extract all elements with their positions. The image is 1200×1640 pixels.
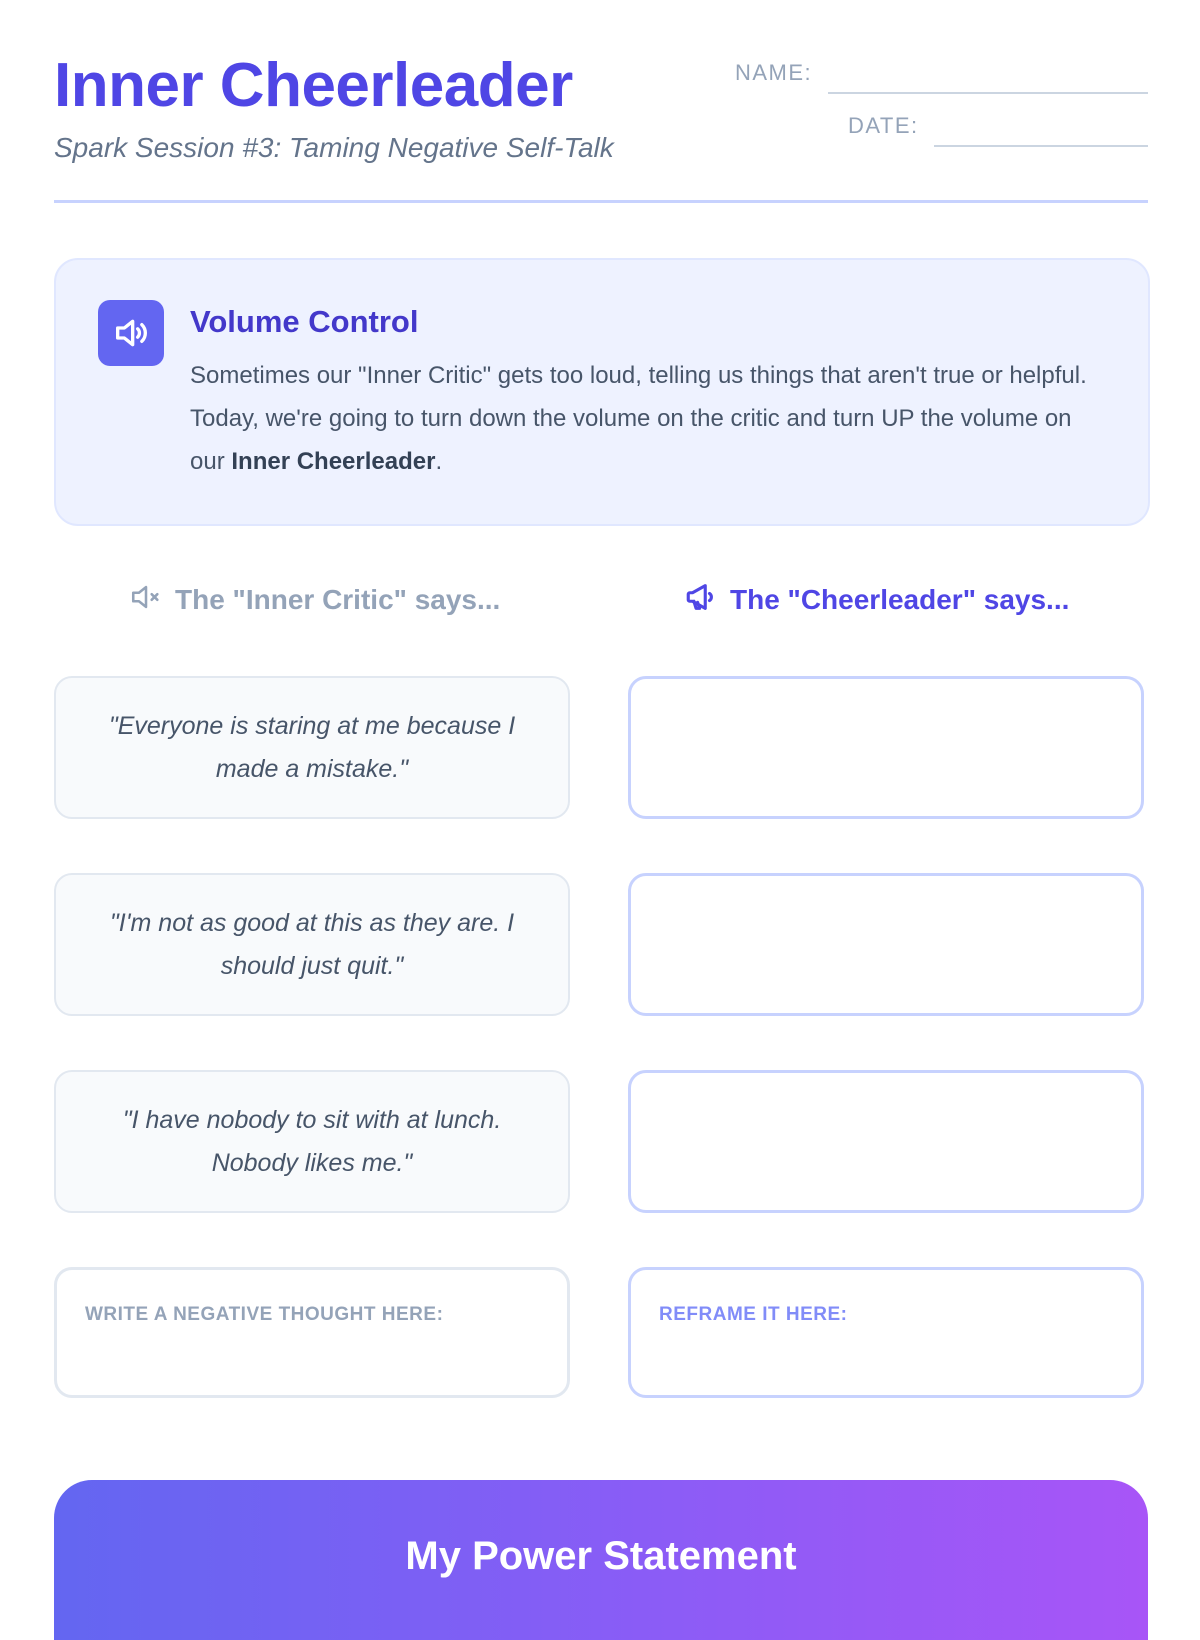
intro-title: Volume Control [190,304,419,339]
cheerleader-response-box[interactable] [628,1070,1144,1213]
header-divider [54,200,1148,203]
critic-thought-text: "Everyone is staring at me because I made a mistake." [108,711,516,783]
date-label: DATE: [848,113,919,138]
page-subtitle: Spark Session #3: Taming Negative Self-Talk [54,132,614,163]
name-field[interactable] [828,92,1148,94]
intro-text-part: Sometimes our "Inner Critic" gets too loud, telling us things that aren't true or helpful. Today, we're going to turn down the volume on the critic and turn UP the volume on our [190,362,1087,475]
reframe-input[interactable] [628,1267,1144,1398]
critic-thought-card [54,1070,570,1213]
reframe-prompt: REFRAME IT HERE: [659,1304,848,1325]
megaphone-icon [684,580,718,621]
negative-thought-input[interactable] [54,1267,570,1398]
cheerleader-column-heading [684,578,1069,622]
cheerleader-response-box[interactable] [628,873,1144,1016]
critic-column-heading [129,578,500,622]
speaker-muted-icon [129,580,163,621]
page-title: Inner Cheerleader [54,51,573,120]
intro-text-end: . [435,448,443,475]
negative-thought-prompt: WRITE A NEGATIVE THOUGHT HERE: [85,1304,444,1325]
critic-thought-text: "I'm not as good at this as they are. I should just quit." [109,908,515,980]
speaker-volume-icon [98,300,164,366]
cheerleader-column-label: The "Cheerleader" says... [730,584,1070,615]
power-statement-banner [54,1480,1148,1640]
name-label: NAME: [735,60,813,85]
cheerleader-response-box[interactable] [628,676,1144,819]
intro-text [190,354,1110,483]
critic-thought-text: "I have nobody to sit with at lunch. Nobody likes me." [122,1105,502,1177]
critic-thought-card [54,873,570,1016]
volume-control-box [54,258,1150,526]
power-statement-title: My Power Statement [405,1534,797,1578]
critic-thought-card [54,676,570,819]
date-field[interactable] [934,145,1148,147]
worksheet [54,0,1148,1600]
intro-text-bold: Inner Cheerleader [231,448,436,475]
critic-column-label: The "Inner Critic" says... [175,584,501,615]
